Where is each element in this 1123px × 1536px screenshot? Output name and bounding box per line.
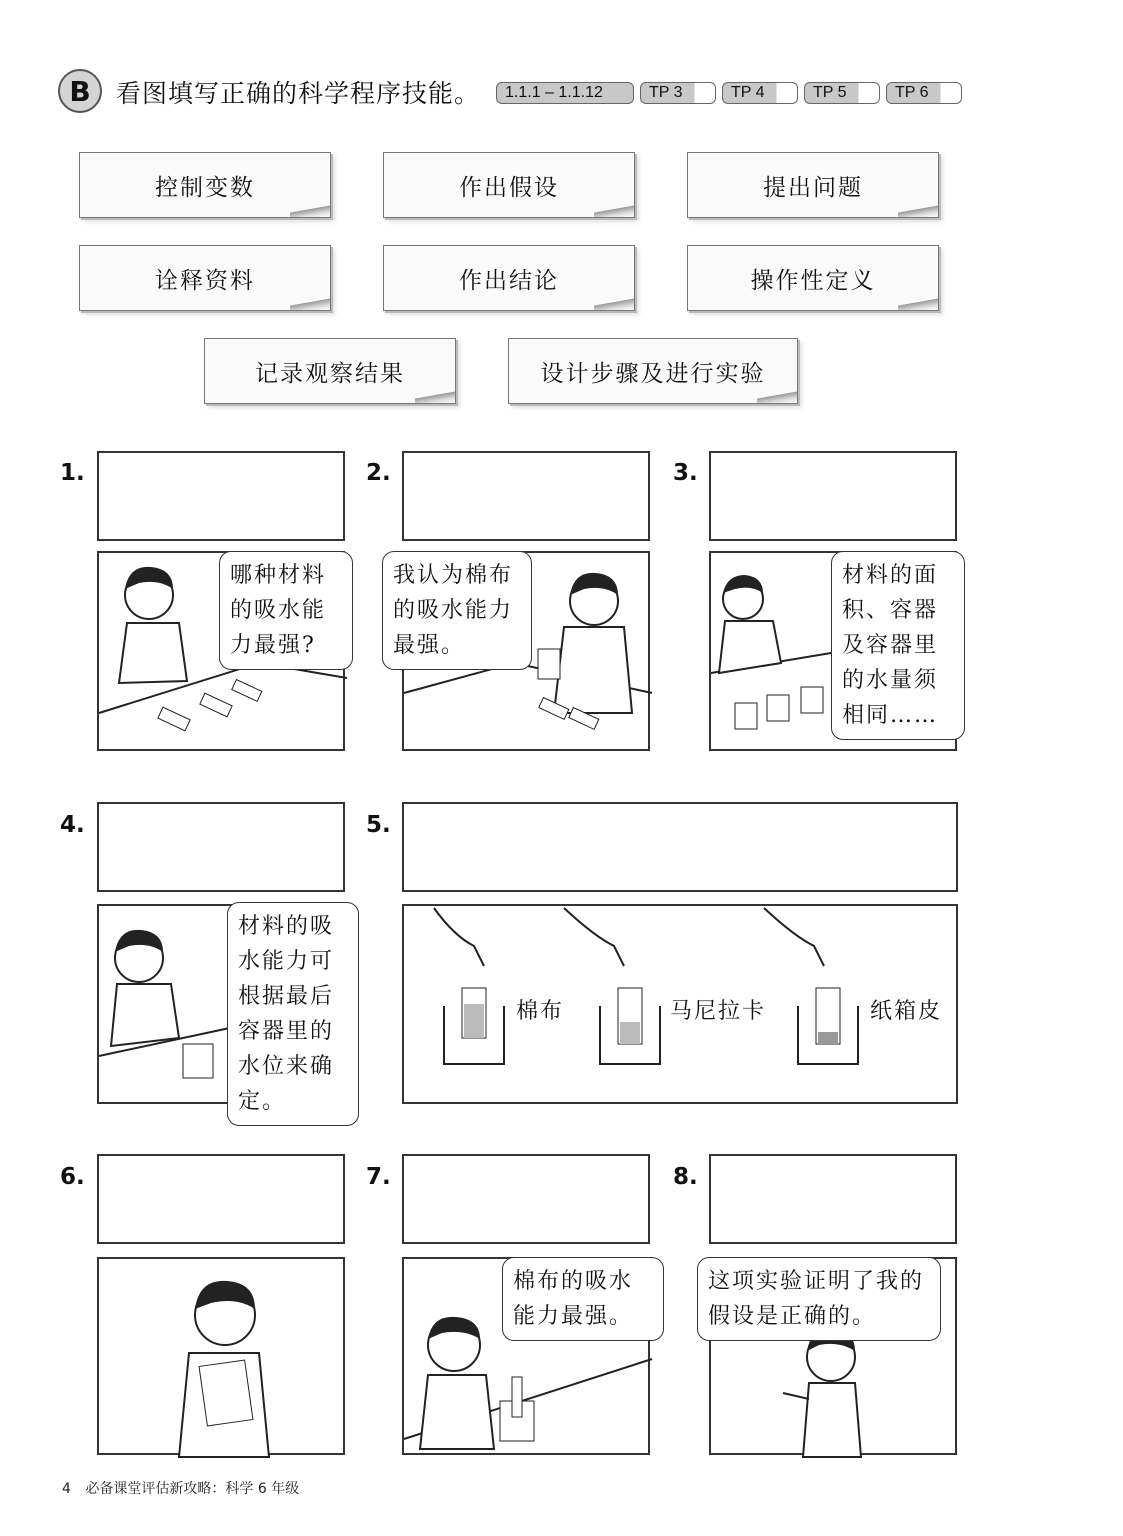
speech-bubble: 这项实验证明了我的假设是正确的。: [697, 1257, 941, 1341]
option-card: 诠释资料: [79, 245, 331, 311]
option-card: 控制变数: [79, 152, 331, 218]
option-card: 设计步骤及进行实验: [508, 338, 798, 404]
section-badge: B: [58, 69, 102, 113]
picture-6: [97, 1257, 345, 1455]
answer-box-7[interactable]: [402, 1154, 650, 1244]
answer-box-3[interactable]: [709, 451, 957, 541]
tp5-checkbox[interactable]: TP 5: [804, 82, 880, 104]
picture-8: [709, 1257, 957, 1455]
answer-box-4[interactable]: [97, 802, 345, 892]
option-card: 提出问题: [687, 152, 939, 218]
speech-bubble: 棉布的吸水能力最强。: [502, 1257, 664, 1341]
boy-writing-illustration: [99, 1259, 347, 1457]
book-title: 必备课堂评估新攻略：科学 6 年级: [85, 1481, 300, 1497]
speech-bubble: 材料的吸水能力可根据最后容器里的水位来确定。: [227, 902, 359, 1126]
picture-3: [709, 551, 957, 751]
answer-box-2[interactable]: [402, 451, 650, 541]
standard-tag: 1.1.1 – 1.1.12: [496, 82, 634, 104]
answer-box-6[interactable]: [97, 1154, 345, 1244]
tp6-checkbox[interactable]: TP 6: [886, 82, 962, 104]
question-number: 6.: [60, 1164, 85, 1190]
picture-5: [402, 904, 958, 1104]
option-card: 操作性定义: [687, 245, 939, 311]
option-card: 作出结论: [383, 245, 635, 311]
speech-bubble: 材料的面积、容器及容器里的水量须相同……: [831, 551, 965, 740]
picture-7: [402, 1257, 650, 1455]
speech-bubble: 我认为棉布的吸水能力最强。: [382, 551, 532, 670]
material-label-manila: 马尼拉卡: [670, 999, 767, 1024]
speech-bubble: 哪种材料的吸水能力最强?: [219, 551, 353, 670]
question-number: 2.: [366, 460, 391, 486]
answer-box-5[interactable]: [402, 802, 958, 892]
tp4-checkbox[interactable]: TP 4: [722, 82, 798, 104]
question-number: 4.: [60, 812, 85, 838]
answer-box-8[interactable]: [709, 1154, 957, 1244]
option-card: 记录观察结果: [204, 338, 456, 404]
question-number: 5.: [366, 812, 391, 838]
instruction-heading: 看图填写正确的科学程序技能。: [116, 79, 481, 108]
page-number: 4: [62, 1481, 71, 1497]
material-label-cloth: 棉布: [516, 999, 565, 1024]
question-number: 1.: [60, 460, 85, 486]
option-card: 作出假设: [383, 152, 635, 218]
question-number: 3.: [673, 460, 698, 486]
material-label-cardboard: 纸箱皮: [870, 999, 943, 1024]
page-footer: [62, 1478, 299, 1498]
picture-1: [97, 551, 345, 751]
tp3-checkbox[interactable]: TP 3: [640, 82, 716, 104]
question-number: 7.: [366, 1164, 391, 1190]
picture-2: [393, 551, 650, 751]
question-number: 8.: [673, 1164, 698, 1190]
picture-4: [97, 904, 345, 1114]
answer-box-1[interactable]: [97, 451, 345, 541]
